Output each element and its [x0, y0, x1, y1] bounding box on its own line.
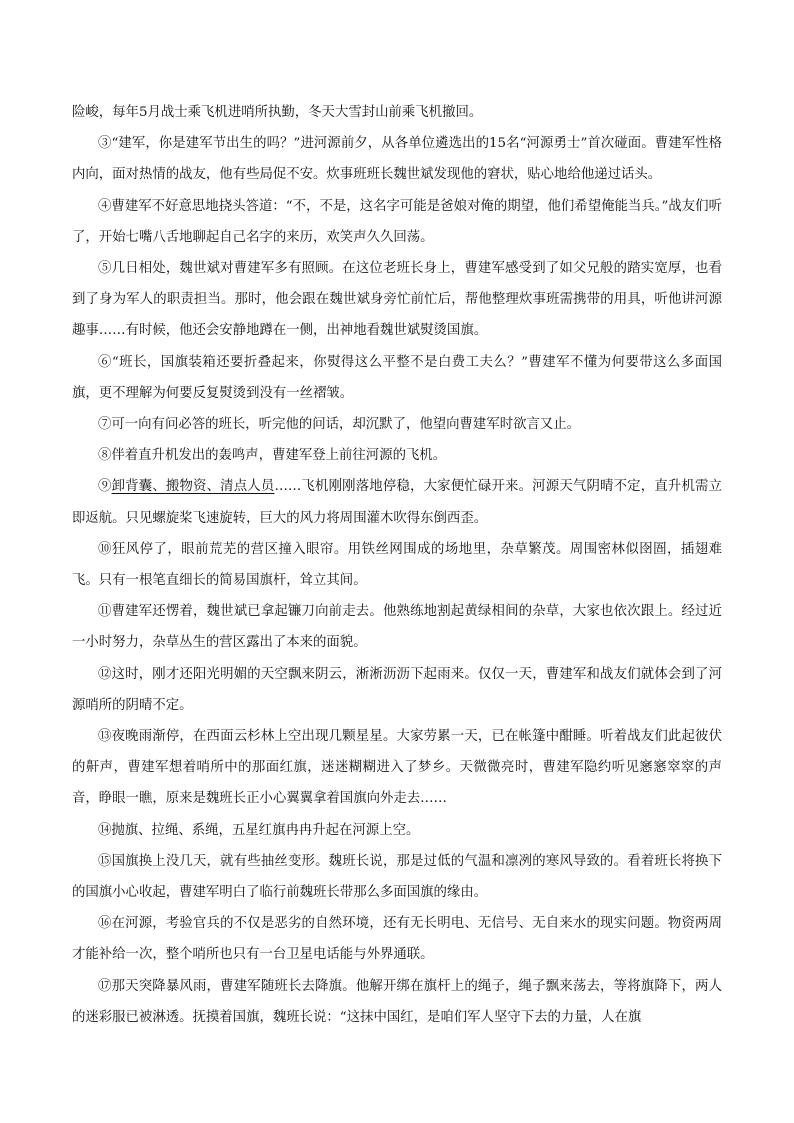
document-page [72, 97, 722, 1033]
paragraph-9-number: ⑨ [98, 479, 112, 495]
underlined-phrase: 卸背囊、搬物资、清点人员 [111, 479, 275, 495]
paragraph-11: ⑪曹建军还愣着，魏世斌已拿起镰刀向前走去。他熟练地割起黄绿相间的杂草，大家也依次跟上。经过近一小时努力，杂草丛生的营区露出了本来的面貌。 [72, 604, 722, 651]
paragraph-6: ⑥“班长，国旗装箱还要折叠起来，你熨得这么平整不是白费工夫么？”曹建军不懂为何要带这么多面国旗，更不理解为何要反复熨烫到没有一丝褶皱。 [72, 354, 722, 401]
paragraph-3: ③“建军，你是建军节出生的吗？”进河源前夕，从各单位遴选出的15名“河源勇士”首次碰面。曹建军性格内向，面对热情的战友，他有些局促不安。炊事班班长魏世斌发现他的窘状，贴心地给他递过话头。 [72, 136, 722, 183]
paragraph-14: ⑭抛旗、拉绳、系绳，五星红旗冉冉升起在河源上空。 [98, 822, 420, 838]
paragraph-13: ⑬夜晚雨渐停，在西面云杉林上空出现几颗星星。大家劳累一天，已在帐篷中酣睡。听着战友们此起彼伏的鼾声，曹建军想着哨所中的那面红旗，迷迷糊糊进入了梦乡。天微微亮时，曹建军隐约听见窸窸窣窣的声音，睁眼一瞧，原来是魏班长正小心翼翼拿着国旗向外走去…… [72, 729, 722, 807]
paragraph-1: 险峻，每年5月战士乘飞机进哨所执勤，冬天大雪封山前乘飞机撤回。 [72, 105, 483, 120]
paragraph-8: ⑧伴着直升机发出的轰鸣声，曹建军登上前往河源的飞机。 [98, 448, 447, 464]
paragraph-9 [72, 471, 722, 533]
paragraph-16: ⑯在河源，考验官兵的不仅是恶劣的自然环境，还有无长明电、无信号、无自来水的现实问题。物资两周才能补给一次，整个哨所也只有一台卫星电话能与外界通联。 [72, 916, 722, 963]
paragraph-12: ⑫这时，刚才还阳光明媚的天空飘来阴云，淅淅沥沥下起雨来。仅仅一天，曹建军和战友们就体会到了河源哨所的阴晴不定。 [72, 666, 722, 713]
paragraph-10: ⑩狂风停了，眼前荒芜的营区撞入眼帘。用铁丝网围成的场地里，杂草繁茂。周围密林似囹圄，插翅难飞。只有一根笔直细长的简易国旗杆，耸立其间。 [72, 541, 722, 589]
paragraph-4: ④曹建军不好意思地挠头答道：“不，不是，这名字可能是爸娘对俺的期望，他们希望俺能当兵。”战友们听了，开始七嘴八舌地聊起自己名字的来历，欢笑声久久回荡。 [72, 198, 722, 245]
paragraph-7: ⑦可一向有问必答的班长，听完他的问话，却沉默了，他望向曹建军时欲言又止。 [98, 417, 581, 433]
paragraph-5: ⑤几日相处，魏世斌对曹建军多有照顾。在这位老班长身上，曹建军感受到了如父兄般的踏实宽厚，也看到了身为军人的职责担当。那时，他会跟在魏世斌身旁忙前忙后，帮他整理炊事班需携带的用具，听他讲河源趣事……有时候，他还会安静地蹲在一侧，出神地看魏世斌熨烫国旗。 [72, 261, 722, 339]
paragraph-17: ⑰那天突降暴风雨，曹建军随班长去降旗。他解开绑在旗杆上的绳子，绳子飘来荡去，等将旗降下，两人的迷彩服已被淋透。抚摸着国旗，魏班长说：“这抹中国红，是咱们军人坚守下去的力量，人在旗 [72, 978, 722, 1025]
paragraph-9-text: ……飞机刚刚落地停稳，大家便忙碌开来。河源天气阴晴不定，直升机需立即返航。只见螺旋桨飞速旋转，巨大的风力将周围灌木吹得东倒西歪。 [72, 479, 723, 526]
paragraph-15: ⑮国旗换上没几天，就有些抽丝变形。魏班长说，那是过低的气温和凛冽的寒风导致的。看着班长将换下的国旗小心收起，曹建军明白了临行前魏班长带那么多面国旗的缘由。 [72, 853, 722, 901]
